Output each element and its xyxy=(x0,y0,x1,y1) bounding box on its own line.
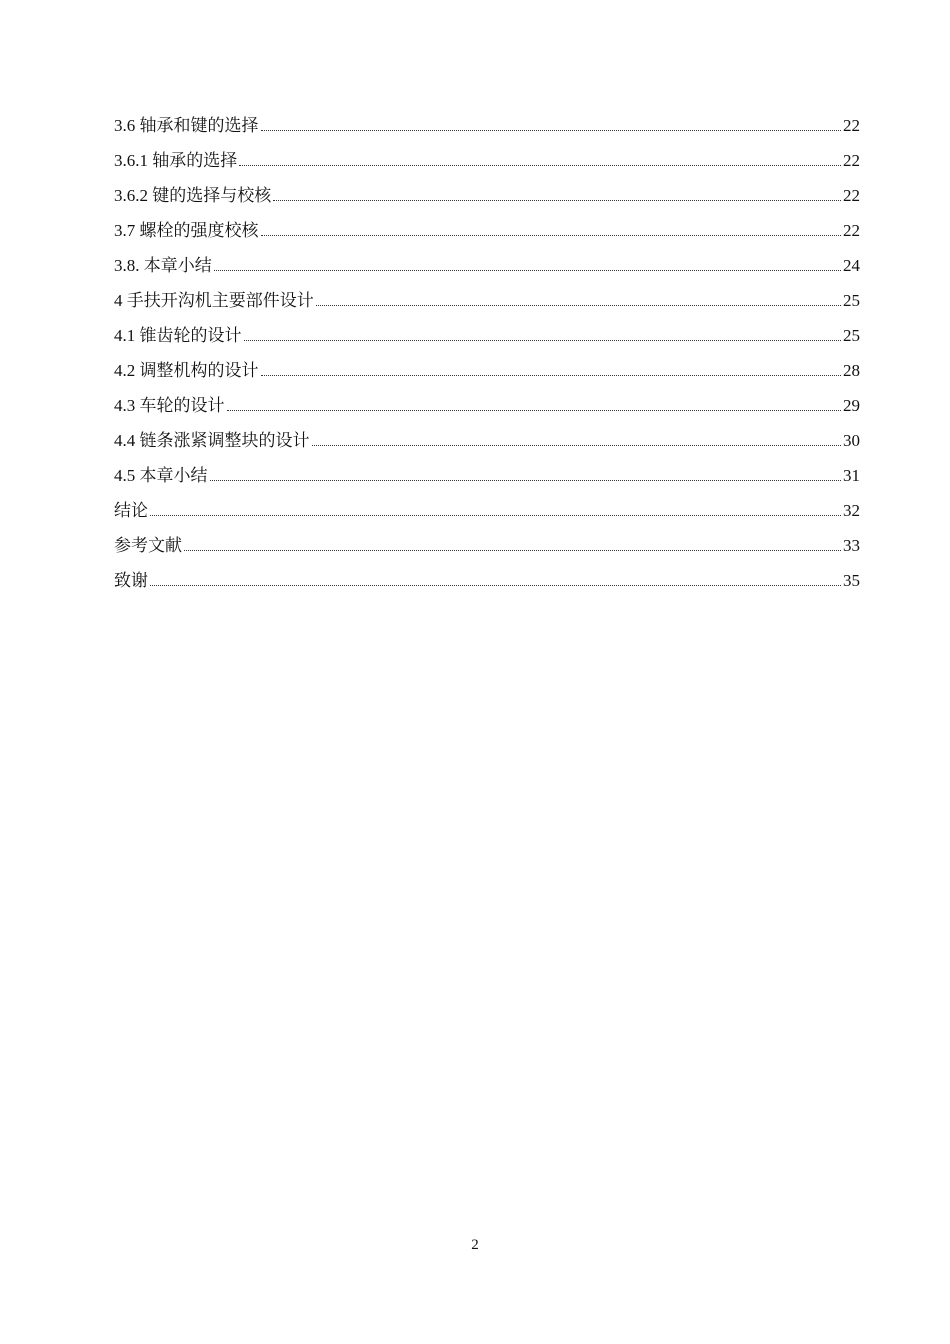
toc-entry-label: 结论 xyxy=(114,501,148,520)
toc-entry-label: 4.5 本章小结 xyxy=(114,466,208,485)
toc-leader-dots xyxy=(239,165,841,166)
toc-entry-page: 31 xyxy=(843,466,860,485)
toc-entry-page: 33 xyxy=(843,536,860,555)
toc-leader-dots xyxy=(273,200,841,201)
toc-entry[interactable] xyxy=(114,423,860,458)
toc-entry[interactable] xyxy=(114,353,860,388)
toc-entry-page: 22 xyxy=(843,151,860,170)
toc-leader-dots xyxy=(227,410,842,411)
toc-entry-label: 3.6.2 键的选择与校核 xyxy=(114,186,272,205)
toc-entry[interactable] xyxy=(114,388,860,423)
toc-entry-label: 4.4 链条涨紧调整块的设计 xyxy=(114,431,310,450)
toc-entry[interactable] xyxy=(114,213,860,248)
toc-entry-label: 4.3 车轮的设计 xyxy=(114,396,225,415)
toc-entry-label: 致谢 xyxy=(114,571,148,590)
toc-entry-label: 3.6.1 轴承的选择 xyxy=(114,151,238,170)
toc-entry-page: 24 xyxy=(843,256,860,275)
toc-entry-label: 3.7 螺栓的强度校核 xyxy=(114,221,259,240)
toc-entry-page: 22 xyxy=(843,221,860,240)
toc-leader-dots xyxy=(316,305,841,306)
toc-leader-dots xyxy=(261,375,842,376)
toc-entry-page: 22 xyxy=(843,186,860,205)
page-number: 2 xyxy=(471,1237,479,1253)
toc-entry[interactable] xyxy=(114,108,860,143)
toc-leader-dots xyxy=(150,585,841,586)
toc-leader-dots xyxy=(150,515,841,516)
toc-entry[interactable] xyxy=(114,563,860,598)
toc-entry-page: 32 xyxy=(843,501,860,520)
toc-entry-page: 25 xyxy=(843,291,860,310)
toc-entry-label: 4.2 调整机构的设计 xyxy=(114,361,259,380)
toc-entry[interactable] xyxy=(114,318,860,353)
toc-entry-page: 28 xyxy=(843,361,860,380)
toc-leader-dots xyxy=(312,445,842,446)
table-of-contents xyxy=(114,108,860,598)
toc-leader-dots xyxy=(214,270,841,271)
toc-entry[interactable] xyxy=(114,528,860,563)
toc-entry-page: 30 xyxy=(843,431,860,450)
toc-leader-dots xyxy=(261,130,842,131)
toc-entry-page: 29 xyxy=(843,396,860,415)
toc-entry[interactable] xyxy=(114,248,860,283)
toc-entry[interactable] xyxy=(114,178,860,213)
toc-entry-page: 22 xyxy=(843,116,860,135)
toc-entry-label: 3.8. 本章小结 xyxy=(114,256,212,275)
toc-entry[interactable] xyxy=(114,458,860,493)
toc-entry[interactable] xyxy=(114,493,860,528)
toc-entry-label: 3.6 轴承和键的选择 xyxy=(114,116,259,135)
toc-leader-dots xyxy=(261,235,842,236)
toc-entry[interactable] xyxy=(114,283,860,318)
toc-leader-dots xyxy=(184,550,841,551)
toc-entry[interactable] xyxy=(114,143,860,178)
toc-entry-label: 4 手扶开沟机主要部件设计 xyxy=(114,291,314,310)
toc-leader-dots xyxy=(244,340,842,341)
toc-leader-dots xyxy=(210,480,842,481)
toc-entry-page: 35 xyxy=(843,571,860,590)
toc-entry-label: 4.1 锥齿轮的设计 xyxy=(114,326,242,345)
toc-entry-page: 25 xyxy=(843,326,860,345)
toc-entry-label: 参考文献 xyxy=(114,536,182,555)
